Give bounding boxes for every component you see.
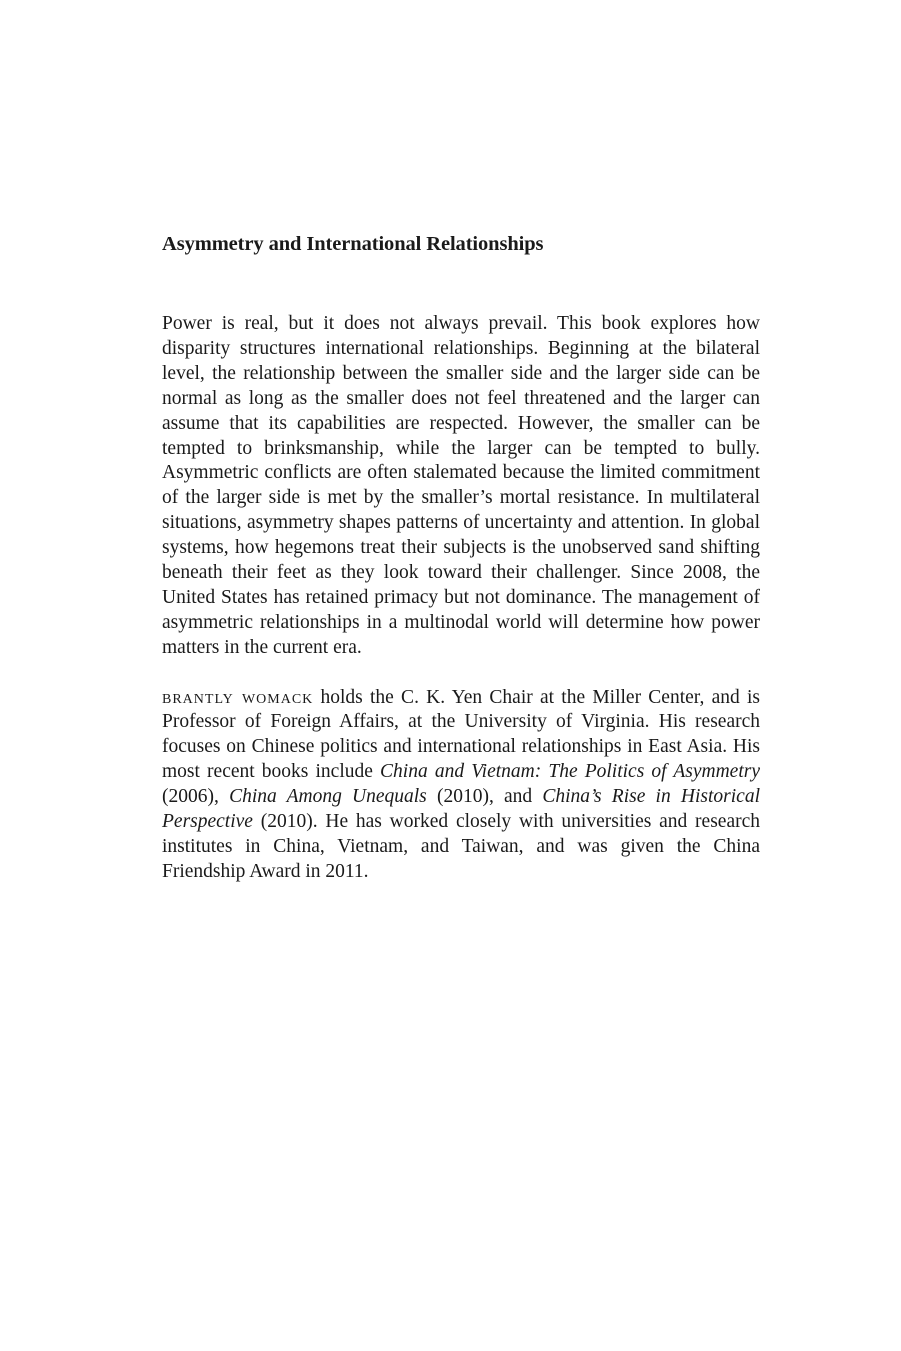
bio-text-1: holds the C. K. Yen Chair at the Miller Center, and is Professor of Foreign Affairs, at the University of Virginia. His research focuses on Chinese politics and international relationships in East Asia. His most recent books include [162, 686, 761, 783]
author-name: brantly womack [162, 686, 314, 708]
book-title-2: China Among Unequals [229, 786, 427, 808]
book-title-3: China’s Rise in Historical Perspective [162, 786, 760, 833]
book-title: Asymmetry and International Relationships [162, 233, 544, 255]
book-front-matter [162, 230, 760, 885]
bio-text-2: (2010). He has worked closely with universities and research institutes in China, Vietnam, and Taiwan, and was given the China Friendship Award in 2011. [162, 811, 760, 882]
author-bio [162, 686, 760, 885]
bio-year-1: (2006), [162, 786, 230, 808]
book-title-1: China and Vietnam: The Politics of Asymmetry [380, 761, 760, 783]
book-description: Power is real, but it does not always prevail. This book explores how disparity structures international relationships. Beginning at the bilateral level, the relationship between the smaller side and the larger side can be normal as long as the smaller does not feel threatened and the larger can assume that its capabilities are respected. However, the smaller can be tempted to brinksmanship, while the larger can be tempted to bully. Asymmetric conflicts are often stalemated because the limited commitment of the larger side is met by the smaller’s mortal resistance. In multilateral situations, asymmetry shapes patterns of uncertainty and attention. In global systems, how hegemons treat their subjects is the unobserved sand shifting beneath their feet as they look toward their challenger. Since 2008, the United States has retained primacy but not dominance. The management of asymmetric relationships in a multinodal world will determine how power matters in the current era. [162, 313, 760, 658]
bio-year-2: (2010), and [426, 786, 543, 808]
